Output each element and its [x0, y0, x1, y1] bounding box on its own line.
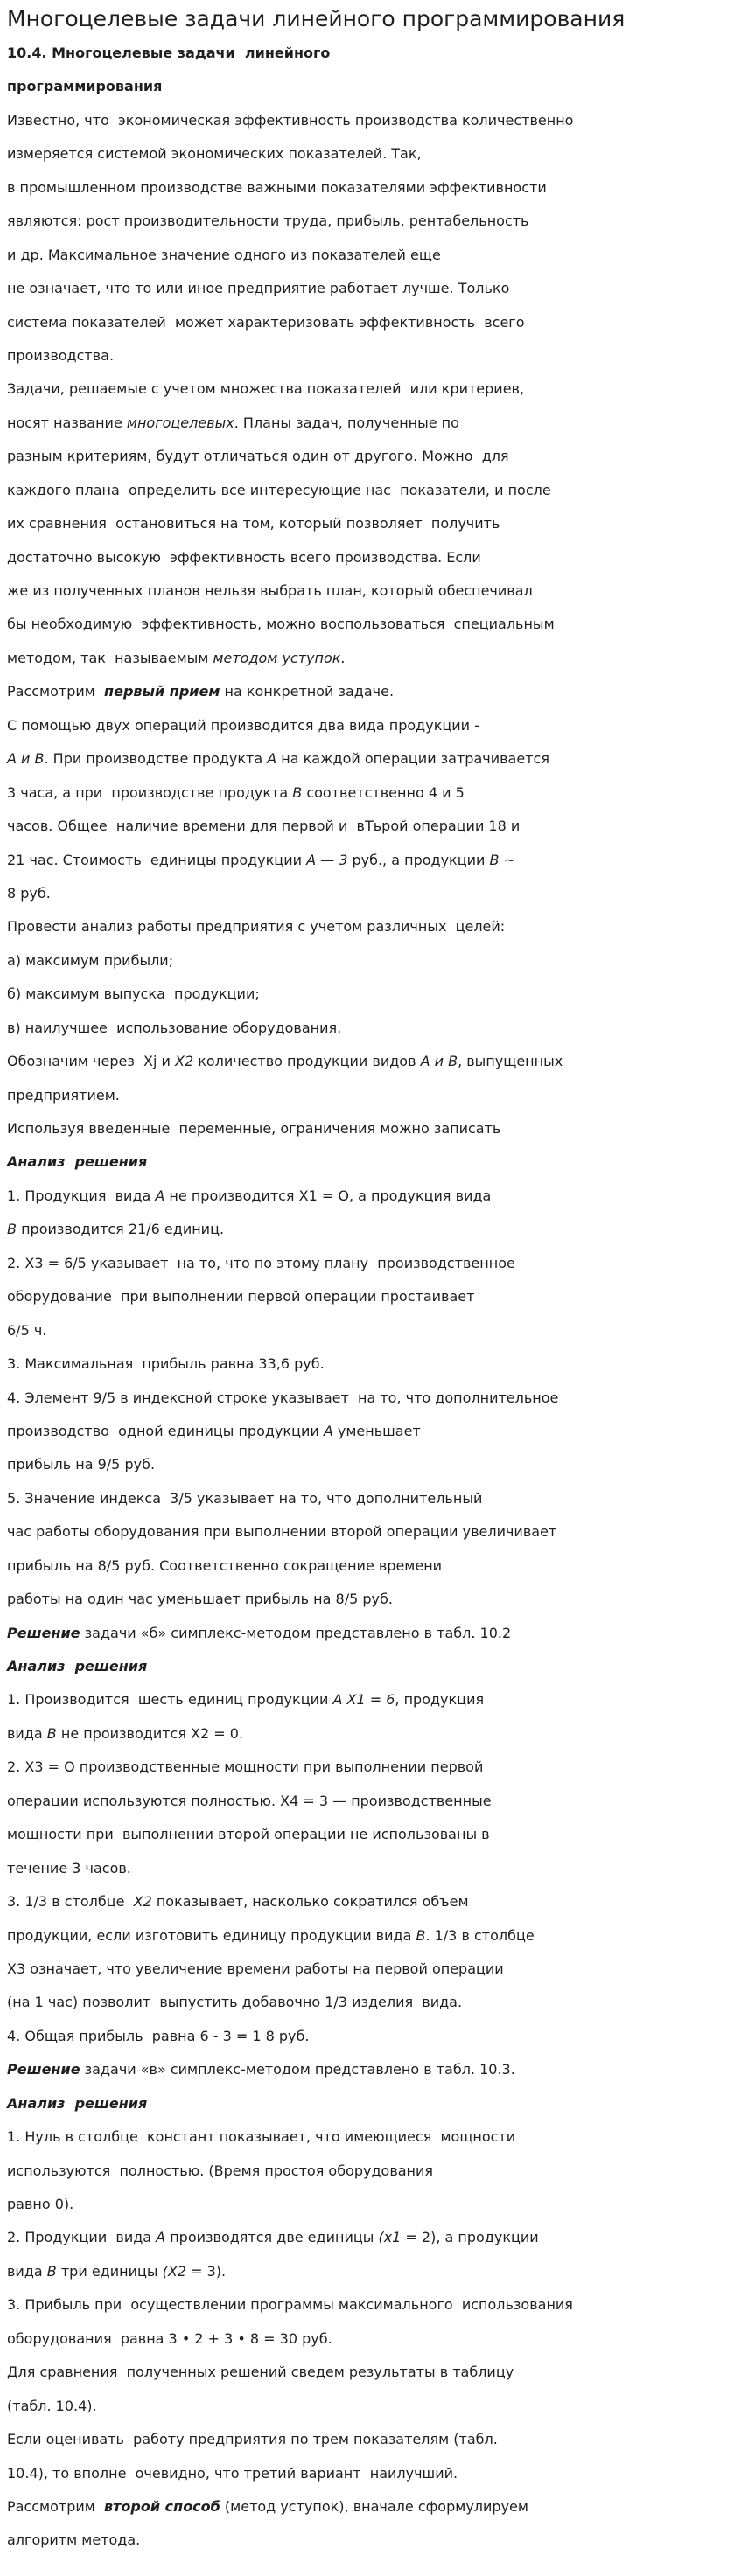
text-line	[7, 2457, 734, 2490]
text-line	[7, 1953, 734, 1986]
text-segment: (на 1 час) позволит выпустить добавочно 1/3 изделия вида.	[7, 1994, 463, 2011]
text-line	[7, 137, 734, 171]
text-line	[7, 2155, 734, 2188]
text-segment: показывает, насколько сократился объем	[151, 1893, 469, 1911]
text-segment: 10.4. Многоцелевые задачи линейного	[7, 45, 331, 61]
text-segment: —	[316, 851, 339, 868]
text-segment: А и В	[7, 750, 45, 768]
text-segment: продукции, если изготовить единицу продукции вида	[7, 1926, 416, 1944]
text-segment: программирования	[7, 78, 163, 95]
text-segment: же из полученных планов нельзя выбрать план, который обеспечивал	[7, 582, 533, 599]
text-segment: соответственно 4 и 5	[302, 783, 465, 801]
text-line	[7, 2120, 734, 2154]
text-segment: на каждой операции затрачивается	[276, 750, 549, 768]
text-segment: X2	[174, 1053, 194, 1070]
text-segment: оборудование при выполнении первой операции простаивает	[7, 1288, 475, 1305]
text-segment: уменьшает	[332, 1422, 421, 1439]
text-line	[7, 1415, 734, 1448]
text-segment: в промышленном производстве важными показателями эффективности	[7, 178, 547, 196]
text-line	[7, 2221, 734, 2254]
text-line	[7, 2188, 734, 2221]
text-segment: 1. Производится шесть единиц продукции	[7, 1691, 333, 1709]
text-segment: операции используются полностью. X4 = 3 — производственные	[7, 1792, 492, 1809]
text-segment: оборудования равна 3 • 2 + 3 • 8 = 30 руб.	[7, 2329, 332, 2347]
text-segment: А	[306, 851, 317, 868]
text-line	[7, 810, 734, 843]
text-segment: используются полностью. (Время простоя оборудования	[7, 2162, 434, 2179]
text-segment: их сравнения остановиться на том, который позволяет получить	[7, 515, 500, 533]
text-segment: . Планы задач, полученные по	[234, 414, 459, 431]
text-line	[7, 1583, 734, 1616]
text-segment: Анализ решения	[7, 1658, 148, 1674]
text-line	[7, 1045, 734, 1078]
text-line	[7, 1482, 734, 1515]
text-segment: Анализ решения	[7, 1153, 148, 1171]
text-segment: задачи «б» симплекс-методом представлено в табл. 10.2	[80, 1624, 512, 1641]
text-segment: руб., а продукции	[347, 851, 490, 868]
text-segment: X2	[133, 1893, 152, 1911]
text-segment: являются: рост производительности труда, прибыль, рентабельность	[7, 212, 529, 230]
text-segment: 2. X3 = О производственные мощности при выполнении первой	[7, 1758, 484, 1776]
text-line	[7, 1079, 734, 1112]
text-segment: в) наилучшее использование оборудования.	[7, 1019, 342, 1036]
text-segment: 8 руб.	[7, 884, 51, 902]
text-line	[7, 1347, 734, 1381]
text-segment: X3 означает, что увеличение времени работы на первой операции	[7, 1960, 504, 1977]
text-segment: 4. Общая прибыль равна 6 - 3 = 1 8 руб.	[7, 2027, 310, 2044]
text-segment: каждого плана определить все интересующие нас показатели, и после	[7, 481, 551, 498]
text-line	[7, 474, 734, 507]
text-line	[7, 1852, 734, 1885]
text-line	[7, 2020, 734, 2053]
text-segment: Если оценивать работу предприятия по трем показателям (табл.	[7, 2431, 498, 2448]
subsection-heading-line	[7, 1650, 734, 1683]
text-segment: производится 21/6 единиц.	[16, 1221, 225, 1238]
text-segment: час работы оборудования при выполнении второй операции увеличивает	[7, 1523, 557, 1541]
text-segment: равно 0).	[7, 2196, 74, 2212]
text-segment: многоцелевых	[126, 414, 234, 431]
text-segment: производство одной единицы продукции	[7, 1422, 324, 1439]
text-line	[7, 1683, 734, 1716]
text-segment: задачи «в» симплекс-методом представлено в табл. 10.3.	[80, 2061, 515, 2078]
text-line	[7, 272, 734, 305]
text-segment: не производится X1 = О, а продукция вида	[164, 1187, 492, 1204]
text-line	[7, 1112, 734, 1145]
text-line	[7, 1986, 734, 2019]
text-segment: прибыль на 9/5 руб.	[7, 1456, 156, 1473]
text-line	[7, 1314, 734, 1347]
subsection-heading-line	[7, 1145, 734, 1179]
text-segment: 2. Продукции вида	[7, 2229, 157, 2246]
text-segment: вида	[7, 2262, 47, 2280]
text-line	[7, 171, 734, 205]
text-segment: Решение	[7, 2061, 80, 2078]
text-line	[7, 1213, 734, 1246]
text-line	[7, 1617, 734, 1650]
text-segment: 3	[339, 851, 348, 868]
text-line	[7, 1549, 734, 1583]
text-line	[7, 205, 734, 238]
text-segment: на конкретной задаче.	[220, 683, 395, 700]
text-segment: б) максимум выпуска продукции;	[7, 985, 260, 1003]
text-segment: бы необходимую эффективность, можно воспользоваться специальным	[7, 616, 555, 633]
text-segment: Провести анализ работы предприятия с учетом различных целей:	[7, 918, 506, 936]
text-segment: Рассмотрим	[7, 2497, 105, 2515]
text-segment: система показателей может характеризовать эффективность всего	[7, 313, 525, 331]
subsection-heading-line	[7, 2087, 734, 2120]
text-segment: В	[416, 1926, 426, 1944]
text-line	[7, 608, 734, 641]
text-segment: А	[156, 2229, 166, 2246]
text-line	[7, 1818, 734, 1851]
text-line	[7, 440, 734, 473]
text-line	[7, 944, 734, 978]
text-line	[7, 877, 734, 910]
text-line	[7, 776, 734, 810]
text-line	[7, 1180, 734, 1213]
text-segment: А и В	[420, 1053, 458, 1070]
text-segment: Анализ решения	[7, 2094, 148, 2112]
text-line	[7, 2524, 734, 2557]
text-segment: В	[7, 1221, 17, 1238]
text-segment: алгоритм метода.	[7, 2531, 141, 2549]
text-line	[7, 709, 734, 742]
text-line	[7, 1012, 734, 1045]
text-segment: В	[292, 783, 303, 801]
text-segment: методом, так называемым	[7, 649, 213, 666]
text-segment: и др. Максимальное значение одного из показателей еще	[7, 246, 441, 263]
text-segment: 3. Прибыль при осуществлении программы максимального использования	[7, 2296, 573, 2314]
text-line	[7, 2423, 734, 2456]
text-segment: Решение	[7, 1624, 80, 1641]
text-line	[7, 574, 734, 608]
text-segment: 2. X3 = 6/5 указывает на то, что по этому плану производственное	[7, 1254, 515, 1271]
text-line	[7, 306, 734, 339]
text-line	[7, 1280, 734, 1313]
text-segment: Обозначим через Xj и	[7, 1053, 175, 1070]
text-segment: А	[155, 1187, 165, 1204]
text-segment: А	[267, 750, 277, 768]
text-segment: 5. Значение индекса 3/5 указывает на то, что дополнительный	[7, 1489, 483, 1507]
text-line	[7, 1515, 734, 1549]
text-segment: 21 час. Стоимость единицы продукции	[7, 851, 307, 868]
text-segment: носят название	[7, 414, 127, 431]
text-segment: второй способ	[104, 2497, 220, 2515]
text-line	[7, 2322, 734, 2356]
text-segment: .	[340, 649, 346, 666]
text-segment: течение 3 часов.	[7, 1859, 131, 1876]
text-segment: . 1/3 в столбце	[425, 1926, 535, 1944]
text-line	[7, 2390, 734, 2423]
text-segment: 3. 1/3 в столбце	[7, 1893, 134, 1911]
text-segment: вида	[7, 1724, 47, 1742]
text-line	[7, 104, 734, 137]
text-segment: Используя введенные переменные, ограничения можно записать	[7, 1120, 501, 1137]
text-segment: Задачи, решаемые с учетом множества показателей или критериев,	[7, 380, 525, 398]
text-line	[7, 1919, 734, 1953]
text-segment: первый прием	[104, 683, 220, 700]
text-segment: , выпущенных	[458, 1053, 563, 1070]
text-segment: 3. Максимальная прибыль равна 33,6 руб.	[7, 1355, 325, 1373]
text-line	[7, 2490, 734, 2524]
text-segment: методом уступок	[213, 649, 341, 666]
text-line	[7, 1785, 734, 1818]
text-line	[7, 1448, 734, 1481]
text-segment: В	[46, 1724, 57, 1742]
text-segment: В	[46, 2262, 57, 2280]
document-body	[7, 37, 734, 2558]
text-segment: 4. Элемент 9/5 в индексной строке указывает на то, что дополнительное	[7, 1389, 559, 1406]
text-segment: ~	[499, 851, 515, 868]
text-segment: работы на один час уменьшает прибыль на 8/5 руб.	[7, 1591, 393, 1608]
text-segment: три единицы	[56, 2262, 163, 2280]
page-title: Многоцелевые задачи линейного программирования	[7, 6, 626, 31]
text-segment: 10.4), то вполне очевидно, что третий вариант наилучший.	[7, 2464, 458, 2482]
text-segment: (x1	[378, 2229, 402, 2246]
text-segment: А	[323, 1422, 333, 1439]
text-segment: производятся две единицы	[165, 2229, 379, 2246]
text-segment: В	[489, 851, 500, 868]
text-segment: = 3).	[185, 2262, 227, 2280]
text-segment: Для сравнения полученных решений сведем результаты в таблицу	[7, 2364, 514, 2381]
text-segment: 3 часа, а при производстве продукта	[7, 783, 293, 801]
text-segment: 6/5 ч.	[7, 1321, 47, 1339]
text-segment: (метод уступок), вначале сформулируем	[220, 2497, 528, 2515]
text-line	[7, 1382, 734, 1415]
text-segment: , продукция	[395, 1691, 485, 1709]
text-line	[7, 1885, 734, 1918]
text-line	[7, 978, 734, 1011]
text-line	[7, 1247, 734, 1280]
text-line	[7, 239, 734, 272]
text-line	[7, 642, 734, 675]
text-line	[7, 2255, 734, 2288]
text-segment: предприятием.	[7, 1086, 120, 1104]
text-line	[7, 910, 734, 943]
text-segment: не означает, что то или иное предприятие работает лучше. Только	[7, 280, 510, 297]
text-line	[7, 742, 734, 776]
text-line	[7, 675, 734, 708]
text-segment: мощности при выполнении второй операции не использованы в	[7, 1826, 490, 1843]
text-line	[7, 507, 734, 540]
text-segment: (X2	[162, 2262, 186, 2280]
text-line	[7, 844, 734, 877]
text-segment: А X1 = 6	[332, 1691, 395, 1709]
text-segment: а) максимум прибыли;	[7, 951, 174, 969]
text-segment: Известно, что экономическая эффективность производства количественно	[7, 111, 574, 129]
text-segment: разным критериям, будут отличаться один от другого. Можно для	[7, 448, 509, 465]
text-segment: достаточно высокую эффективность всего производства. Если	[7, 548, 481, 566]
document-page	[0, 5, 741, 2576]
text-segment: . При производстве продукта	[44, 750, 268, 768]
text-segment: прибыль на 8/5 руб. Соответственно сокращение времени	[7, 1556, 443, 1574]
text-line	[7, 2053, 734, 2086]
text-segment: = 2), а продукции	[401, 2229, 539, 2246]
section-heading-line	[7, 37, 734, 70]
text-segment: 1. Нуль в столбце констант показывает, что имеющиеся мощности	[7, 2128, 516, 2146]
text-segment: не производится X2 = 0.	[56, 1724, 244, 1742]
text-segment: 1. Продукция вида	[7, 1187, 156, 1204]
text-segment: измеряется системой экономических показателей. Так,	[7, 145, 422, 163]
text-line	[7, 2288, 734, 2322]
text-line	[7, 339, 734, 372]
text-segment: (табл. 10.4).	[7, 2397, 97, 2414]
text-segment: С помощью двух операций производится два вида продукции -	[7, 716, 479, 734]
text-line	[7, 407, 734, 440]
text-segment: количество продукции видов	[193, 1053, 421, 1070]
text-segment: Рассмотрим	[7, 683, 105, 700]
text-line	[7, 1717, 734, 1751]
text-segment: часов. Общее наличие времени для первой и вТьрой операции 18 и	[7, 818, 521, 835]
text-segment: производства.	[7, 346, 115, 364]
text-line	[7, 372, 734, 406]
text-line	[7, 1751, 734, 1784]
text-line	[7, 541, 734, 574]
text-line	[7, 2356, 734, 2389]
section-heading-line	[7, 70, 734, 103]
